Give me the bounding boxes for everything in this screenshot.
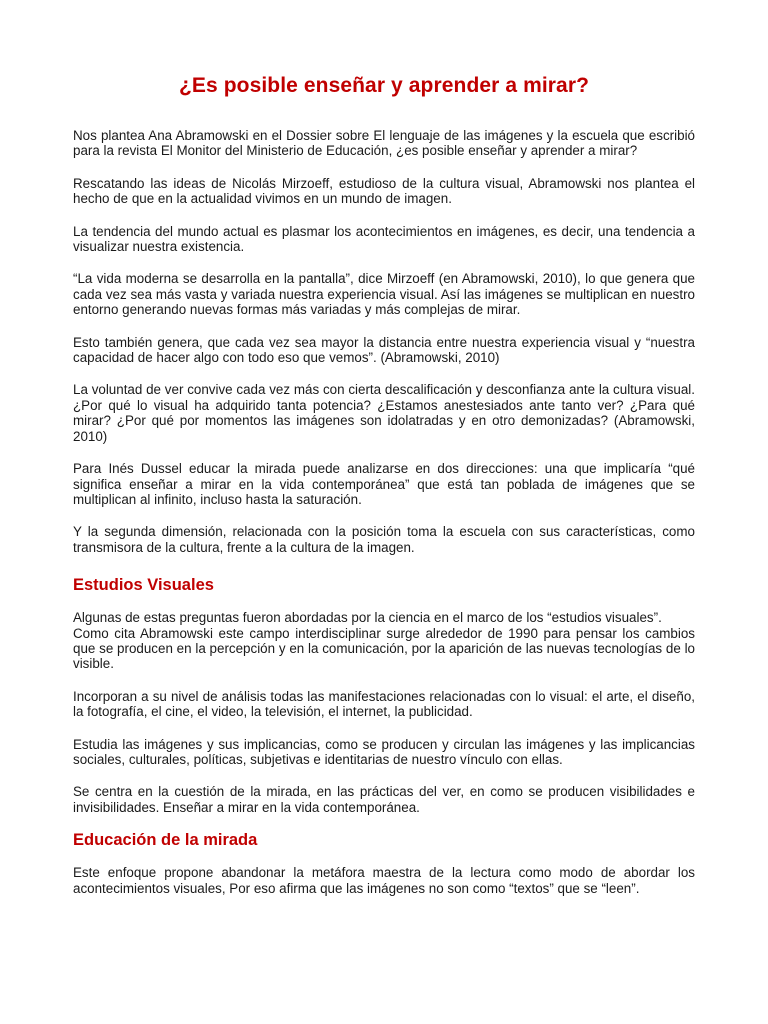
paragraph-visuales-2: Como cita Abramowski este campo interdisciplinar surge alrededor de 1990 para pensar los cambios que se producen en la percepción y en la comunicación, por la aparición de las nuevas tecnologías de lo visible. <box>73 625 695 672</box>
page-title: ¿Es posible enseñar y aprender a mirar? <box>178 74 590 97</box>
paragraph-intro-2: Rescatando las ideas de Nicolás Mirzoeff, estudioso de la cultura visual, Abramowski nos plantea el hecho de que en la actualidad vivimos en un mundo de imagen. <box>73 175 695 207</box>
paragraph-visuales-4: Estudia las imágenes y sus implicancias, como se producen y circulan las imágenes y las implicancias sociales, culturales, políticas, subjetivas e identitarias de nuestro vínculo con ellas. <box>73 736 695 767</box>
paragraph-visuales-3: Incorporan a su nivel de análisis todas las manifestaciones relacionadas con lo visual: el arte, el diseño, la fotografía, el cine, el video, la televisión, el internet, la publicidad. <box>73 688 695 720</box>
paragraph-intro-4: “La vida moderna se desarrolla en la pantalla”, dice Mirzoeff (en Abramowski, 2010), lo que genera que cada vez sea más vasta y variada nuestra experiencia visual. Así las imágenes se multiplican en nuestro entorno generando nuevas formas más variadas y más complejas de mirar. <box>73 271 695 318</box>
document-body <box>73 128 695 913</box>
paragraph-intro-1: Nos plantea Ana Abramowski en el Dossier sobre El lenguaje de las imágenes y la escuela que escribió para la revista El Monitor del Ministerio de Educación, ¿es posible enseñar y aprender a mirar? <box>73 128 695 159</box>
section-heading-estudios-visuales: Estudios Visuales <box>73 576 214 595</box>
paragraph-intro-6: La voluntad de ver convive cada vez más con cierta descalificación y desconfianza ante la cultura visual. ¿Por qué lo visual ha adquirido tanta potencia? ¿Estamos anestesiados ante tanto ver? ¿Para qué mirar? ¿Por qué por momentos las imágenes son idolatradas y en otro demonizadas? (Abramowski, 2010) <box>73 382 695 444</box>
paragraph-intro-8: Y la segunda dimensión, relacionada con la posición toma la escuela con sus características, como transmisora de la cultura, frente a la cultura de la imagen. <box>73 524 695 555</box>
section-heading-educacion-mirada: Educación de la mirada <box>73 831 258 850</box>
paragraph-intro-3: La tendencia del mundo actual es plasmar los acontecimientos en imágenes, es decir, una tendencia a visualizar nuestra existencia. <box>73 223 695 255</box>
paragraph-educacion-1: Este enfoque propone abandonar la metáfora maestra de la lectura como modo de abordar los acontecimientos visuales, Por eso afirma que las imágenes no son como “textos” que se “leen”. <box>73 865 695 896</box>
paragraph-visuales-1: Algunas de estas preguntas fueron abordadas por la ciencia en el marco de los “estudios visuales”. <box>73 610 662 626</box>
paragraph-visuales-5: Se centra en la cuestión de la mirada, en las prácticas del ver, en como se producen visibilidades e invisibilidades. Enseñar a mirar en la vida contemporánea. <box>73 784 695 815</box>
paragraph-intro-5: Esto también genera, que cada vez sea mayor la distancia entre nuestra experiencia visual y “nuestra capacidad de hacer algo con todo eso que vemos”. (Abramowski, 2010) <box>73 334 695 366</box>
paragraph-intro-7: Para Inés Dussel educar la mirada puede analizarse en dos direcciones: una que implicaría “qué significa enseñar a mirar en la vida contemporánea” que está tan poblada de imágenes que se multiplican al infinito, incluso hasta la saturación. <box>73 461 695 507</box>
